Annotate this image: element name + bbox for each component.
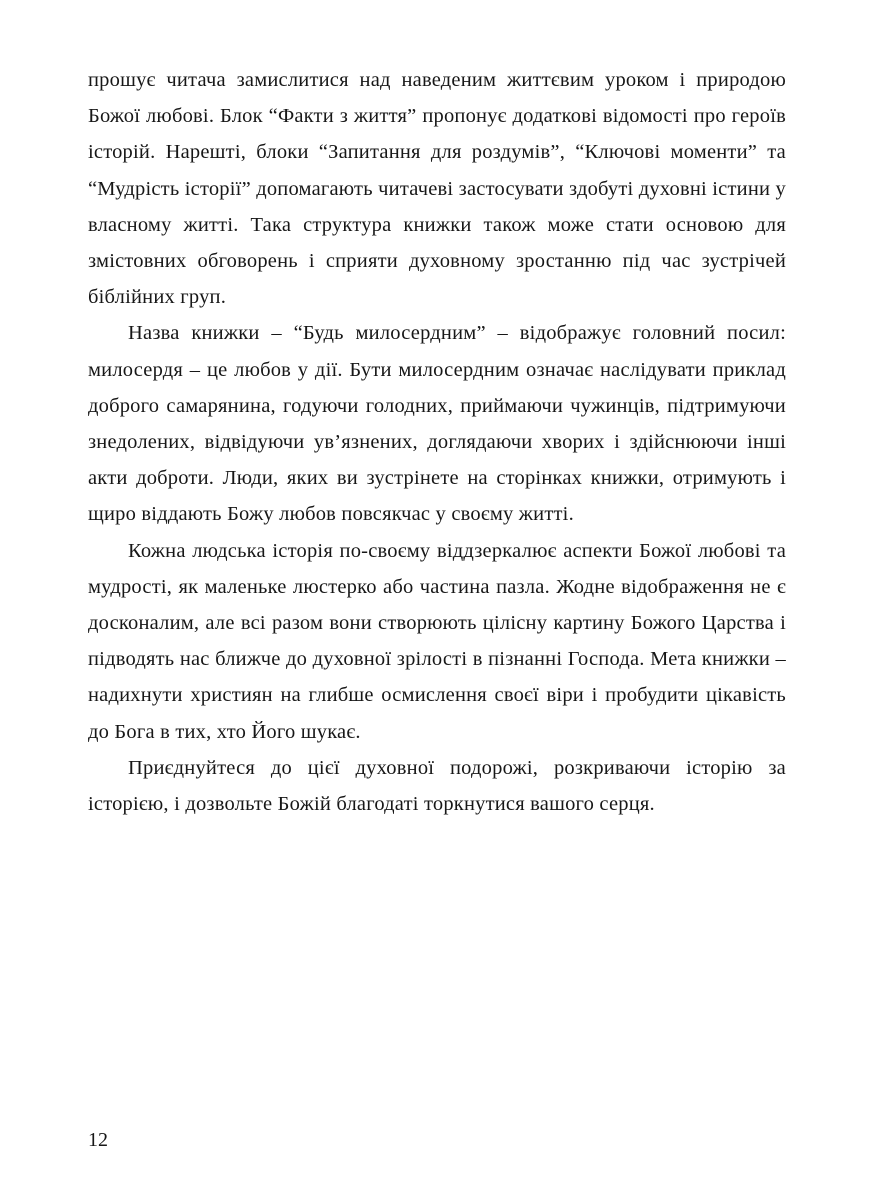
paragraph: Кожна людська історія по-своєму віддзеркалює аспекти Божої любові та мудрості, як маленьке люстерко або частина пазла. Жодне відображення не є досконалим, але всі разом вони створюють цілісну картину Божого Царства і підводять нас ближче до духовної зрілості в пізнанні Господа. Мета книжки – надихнути християн на глибше осмислення своєї віри і пробудити цікавість до Бога в тих, хто Його шукає. [88,539,786,743]
paragraph: Приєднуйтеся до цієї духовної подорожі, розкриваючи історію за історією, і дозвольте Божій благодаті торкнутися вашого серця. [88,756,786,816]
paragraph: прошує читача замислитися над наведеним життєвим уроком і природою Божої любові. Блок “Факти з життя” пропонує додаткові відомості про героїв історій. Нарешті, блоки “Запитання для роздумів”, “Ключові моменти” та “Мудрість історії” допомагають читачеві застосувати здобуті духовні істини у власному житті. Така структура книжки також може стати основою для змістовних обговорень і сприяти духовному зростанню під час зустрічей біблійних груп. [88,69,786,309]
page-body-text [88,62,786,822]
page-number: 12 [88,1129,108,1151]
paragraph: Назва книжки – “Будь милосердним” – відображує головний посил: милосердя – це любов у дії. Бути милосердним означає наслідувати приклад доброго самарянина, годуючи голодних, приймаючи чужинців, підтримуючи знедолених, відвідуючи ув’язнених, доглядаючи хворих і здійснюючи інші акти доброти. Люди, яких ви зустрінете на сторінках книжки, отримують і щиро віддають Божу любов повсякчас у своєму житті. [88,322,786,526]
